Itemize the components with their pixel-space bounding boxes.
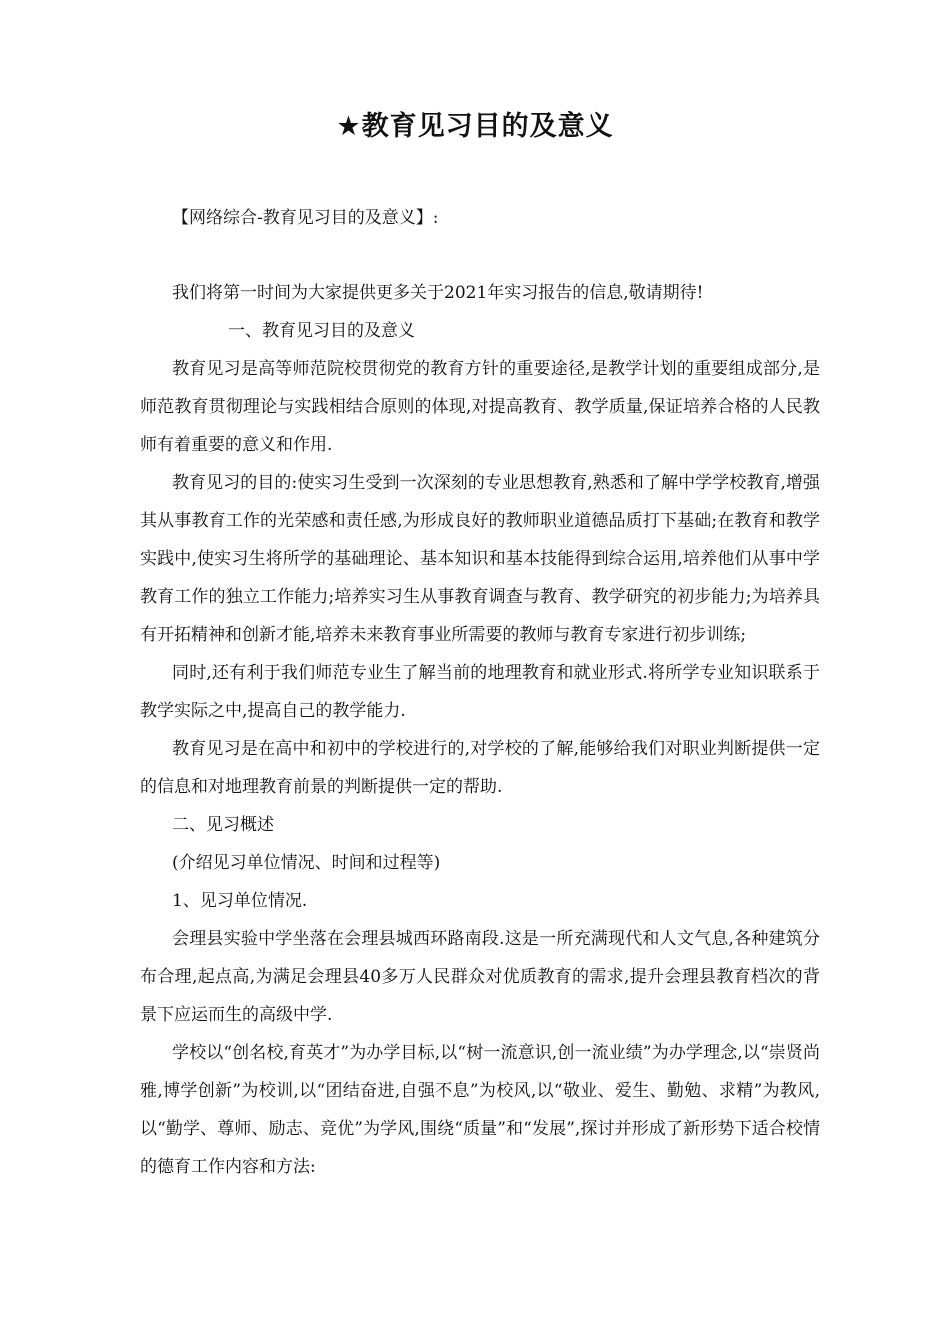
body-paragraph: 教育见习是高等师范院校贯彻党的教育方针的重要途径,是教学计划的重要组成部分,是师范教育贯彻理论与实践相结合原则的体现,对提高教育、教学质量,保证培养合格的人民教师有着重要的意义和作用.: [140, 359, 820, 455]
subsection-heading-1: 1、见习单位情况.: [172, 891, 308, 911]
body-paragraph: 学校以“创名校,育英才”为办学目标,以“树一流意识,创一流业绩”为办学理念,以“崇贤尚雅,博学创新”为校训,以“团结奋进,自强不息”为校风,以“敬业、爱生、勤勉、求精”为教风,以“勤学、尊师、励志、竞优”为学风,围绕“质量”和“发展”,探讨并形成了新形势下适合校情的德育工作内容和方法:: [140, 1043, 820, 1177]
body-paragraph: 会理县实验中学坐落在会理县城西环路南段.这是一所充满现代和人文气息,各种建筑分布合理,起点高,为满足会理县40多万人民群众对优质教育的需求,提升会理县教育档次的背景下应运而生的高级中学.: [140, 929, 820, 1025]
body-paragraph: 同时,还有利于我们师范专业生了解当前的地理教育和就业形式.将所学专业知识联系于教学实际之中,提高自己的教学能力.: [140, 663, 820, 721]
body-paragraph: 教育见习是在高中和初中的学校进行的,对学校的了解,能够给我们对职业判断提供一定的信息和对地理教育前景的判断提供一定的帮助.: [140, 739, 820, 797]
section-note: (介绍见习单位情况、时间和过程等): [172, 853, 441, 873]
source-line: 【网络综合-教育见习目的及意义】:: [172, 208, 439, 228]
section-heading-1: 一、教育见习目的及意义: [228, 321, 415, 341]
intro-paragraph: 我们将第一时间为大家提供更多关于2021年实习报告的信息,敬请期待!: [172, 283, 704, 303]
section-heading-2: 二、见习概述: [172, 815, 274, 835]
document-title: ★教育见习目的及意义: [336, 111, 614, 142]
body-paragraph: 教育见习的目的:使实习生受到一次深刻的专业思想教育,熟悉和了解中学学校教育,增强其从事教育工作的光荣感和责任感,为形成良好的教师职业道德品质打下基础;在教育和教学实践中,使实习生将所学的基础理论、基本知识和基本技能得到综合运用,培养他们从事中学教育工作的独立工作能力;培养实习生从事教育调查与教育、教学研究的初步能力;为培养具有开拓精神和创新才能,培养未来教育事业所需要的教师与教育专家进行初步训练;: [140, 473, 820, 645]
document-body: [140, 274, 820, 1186]
